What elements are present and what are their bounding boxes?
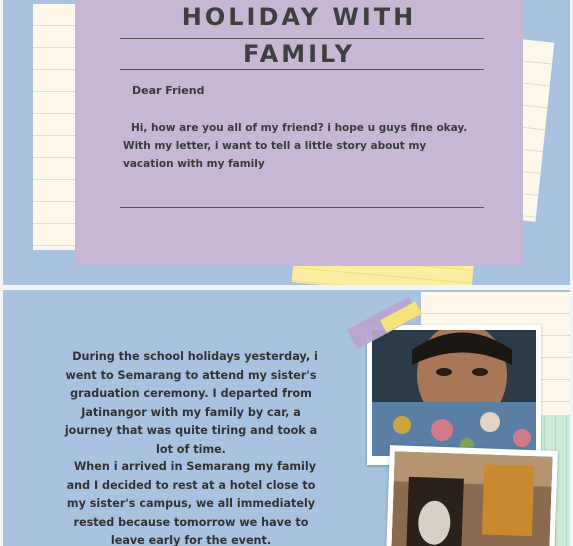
- photo-room: [386, 445, 558, 546]
- slide-title: [3, 0, 570, 285]
- story-paragraph-2: When i arrived in Semarang my family and I decided to rest at a hotel close to my sister's campus, we all immediately rested because tomorrow we have to leave early for the event.: [66, 460, 317, 546]
- title-line-1: HOLIDAY WITH: [181, 3, 417, 31]
- salutation: Dear Friend: [132, 84, 205, 97]
- signature-line: [120, 207, 484, 208]
- story-paragraph-1: During the school holidays yesterday, i went to Semarang to attend my sister's graduation ceremony. I departed from Jatinangor with my family by car, a journey that was quite tiring and took a lot of time.: [64, 350, 318, 456]
- photo-image: [372, 330, 536, 456]
- letter-body: Hi, how are you all of my friend? i hope u guys fine okay. With my letter, i want to tell a little story about my vacation with my family: [123, 122, 468, 170]
- letter-card: [75, 0, 523, 266]
- title-divider-top: [120, 38, 484, 39]
- title-line-2: FAMILY: [243, 40, 355, 68]
- photo-portrait: [367, 325, 541, 465]
- photo-image: [391, 451, 552, 546]
- photo-scene: [372, 330, 536, 456]
- title-divider-bottom: [120, 69, 484, 70]
- photo-scene: [391, 451, 552, 546]
- slide-story: [3, 290, 570, 546]
